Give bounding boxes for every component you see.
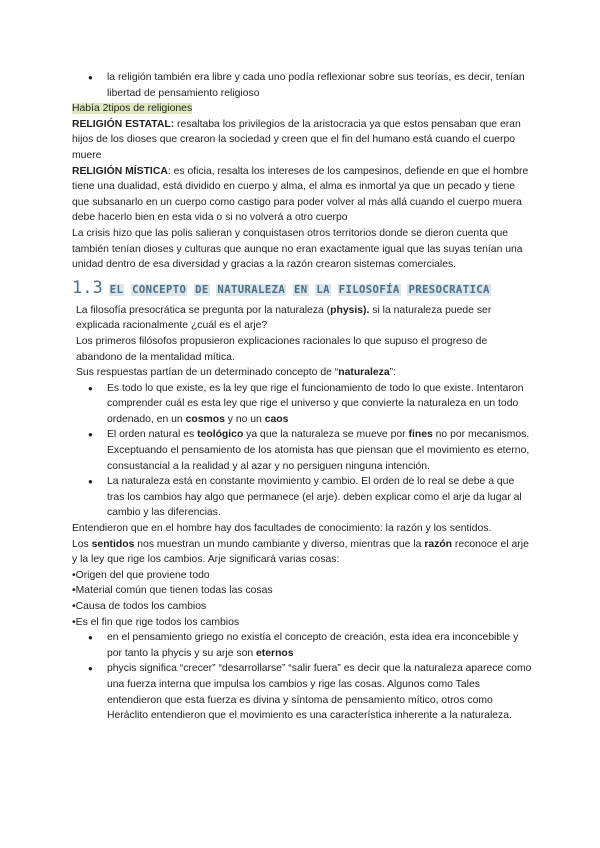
bullet-text: no por mecanismos. Exceptuando el pensamiento de los atomista has que piensan que el movimiento es eterno, consustancial a la realidad y al azar y no persiguen ninguna intención. <box>107 429 530 472</box>
bullet-text: en el pensamiento griego no existía el concepto de creación, esta idea era inconcebible y por tanto la phycis y su arje son <box>107 632 519 659</box>
intro-bold: physis). <box>330 304 370 316</box>
bullet-bold: eternos <box>256 647 294 659</box>
faculties-line: Entendieron que en el hombre hay dos facultades de conocimiento: la razón y los sentidos. <box>72 523 492 535</box>
intro-text: La filosofía presocrática se pregunta por la naturaleza ( <box>76 304 331 316</box>
section-title-word: EL <box>109 283 124 296</box>
section-title-word: NATURALEZA <box>217 283 286 296</box>
religion-mistica-text: : es oficia, resalta los intereses de los campesinos, defiende en que el hombre tiene una dualidad, está dividido en cuerpo y alma, el alma es inmortal ya que un pecado y tiene que subsanarlo en un cuerpo como castigo para poder volver al más allá cuando el cuerpo muera debe hacerlo bien en esta vida o si no volverá a otro cuerpo <box>72 165 529 224</box>
faculties-text: Los <box>72 538 92 550</box>
religion-estatal-paragraph <box>72 117 532 164</box>
bullet-text: Es todo lo que existe, es la ley que rige el funcionamiento de todo lo que existe. Intentaron comprender cuál es esta ley que rige el universo y que convierte la naturaleza en un todo ordenado, en un <box>107 382 524 425</box>
section-title-word: CONCEPTO <box>132 283 187 296</box>
list-item <box>107 630 532 661</box>
list-item <box>107 427 532 474</box>
bullet-text: El orden natural es <box>107 429 198 441</box>
arje-meaning-item: •Origen del que proviene todo <box>72 569 210 581</box>
section-title-word: FILOSOFÍA <box>338 283 400 296</box>
section-title-word: EN <box>293 283 308 296</box>
section-title-word: LA <box>316 283 330 296</box>
faculties-text: nos muestran un mundo cambiante y diverso, mientras que la <box>134 538 425 550</box>
intro-paragraph-1 <box>72 303 532 334</box>
bullet-text: ya que la naturaleza se mueve por <box>243 429 409 441</box>
intro-text: Sus respuestas partían de un determinado concepto de “ <box>76 367 339 379</box>
section-heading <box>72 279 532 299</box>
list-item: ● La naturaleza está en constante movimiento y cambio. El orden de lo real se debe a que tras los cambios hay algo que permanece (el arje). deben explicar como el arje da lugar al cambio y las diferencias. <box>107 474 532 521</box>
religion-estatal-label: RELIGIÓN ESTATAL: <box>72 118 175 130</box>
bullet-bold: cosmos <box>185 413 225 425</box>
arje-meaning-item: •Causa de todos los cambios <box>72 601 207 612</box>
top-bullet-list <box>72 70 532 101</box>
section-number: 1.3 <box>72 277 103 298</box>
intro-bold: naturaleza <box>338 367 390 379</box>
intro-text: si la naturaleza puede ser explicada racionalmente ¿cuál es el arje? <box>76 304 492 332</box>
faculties-paragraph <box>72 537 532 568</box>
bullet-bold: caos <box>264 413 289 425</box>
crisis-paragraph: La crisis hizo que las polis salieran y conquistasen otros territorios donde se dieron cuenta que también tenían dioses y culturas que aunque no eran exactamente igual que las suyas tenían una unidad dentro de esa diversidad y gracias a la razón crearon sistemas comerciales. <box>72 227 523 271</box>
section-title-word: PRESOCRATICA <box>408 283 490 296</box>
section-title-word: DE <box>195 283 209 296</box>
list-item: ● la religión también era libre y cada uno podía reflexionar sobre sus teorías, es decir, tenían libertad de pensamiento religioso <box>107 70 532 101</box>
intro-text: ”: <box>389 367 397 379</box>
intro-paragraph-2: Los primeros filósofos propusieron explicaciones racionales lo que supuso el progreso de abandono de la mentalidad mítica. <box>76 335 488 363</box>
religion-mistica-label: RELIGIÓN MÍSTICA <box>72 165 168 177</box>
list-item: ● phycis significa “crecer” “desarrollarse” “salir fuera” es decir que la naturaleza aparece como una fuerza interna que impulsa los cambios y rige las cosas. Algunos como Tales entendieron que esta fuerza es divina y síntoma de pensamiento mítico, otros como Heráclito entendieron que el movimiento es una característica inherente a la naturaleza. <box>107 661 532 723</box>
document-body <box>72 70 532 724</box>
nature-bullet-list <box>72 381 532 521</box>
list-item <box>107 381 532 428</box>
faculties-bold: sentidos <box>91 538 135 550</box>
religion-estatal-text: resaltaba los privilegios de la aristocracia ya que estos pensaban que eran hijos de los dioses que crearon la sociedad y creen que el fin del humano está cuando el cuerpo muere <box>72 118 521 161</box>
bullet-text: y no un <box>224 413 265 425</box>
faculties-bold: razón <box>424 538 453 550</box>
arje-meaning-item: •Material común que tienen todas las cosas <box>72 585 273 597</box>
religion-mistica-paragraph <box>72 164 532 226</box>
intro-paragraph-3 <box>72 365 532 381</box>
faculties-text: reconoce el arje y la ley que rige los cambios. Arje significará varias cosas: <box>72 538 529 566</box>
arje-meaning-item: •Es el fin que rige todos los cambios <box>72 616 240 628</box>
highlighted-text: Había 2tipos de religiones <box>72 103 193 115</box>
bullet-bold: fines <box>408 429 433 441</box>
final-bullet-list <box>72 630 532 724</box>
bullet-bold: teológico <box>197 429 244 441</box>
religion-types-line <box>72 101 532 117</box>
